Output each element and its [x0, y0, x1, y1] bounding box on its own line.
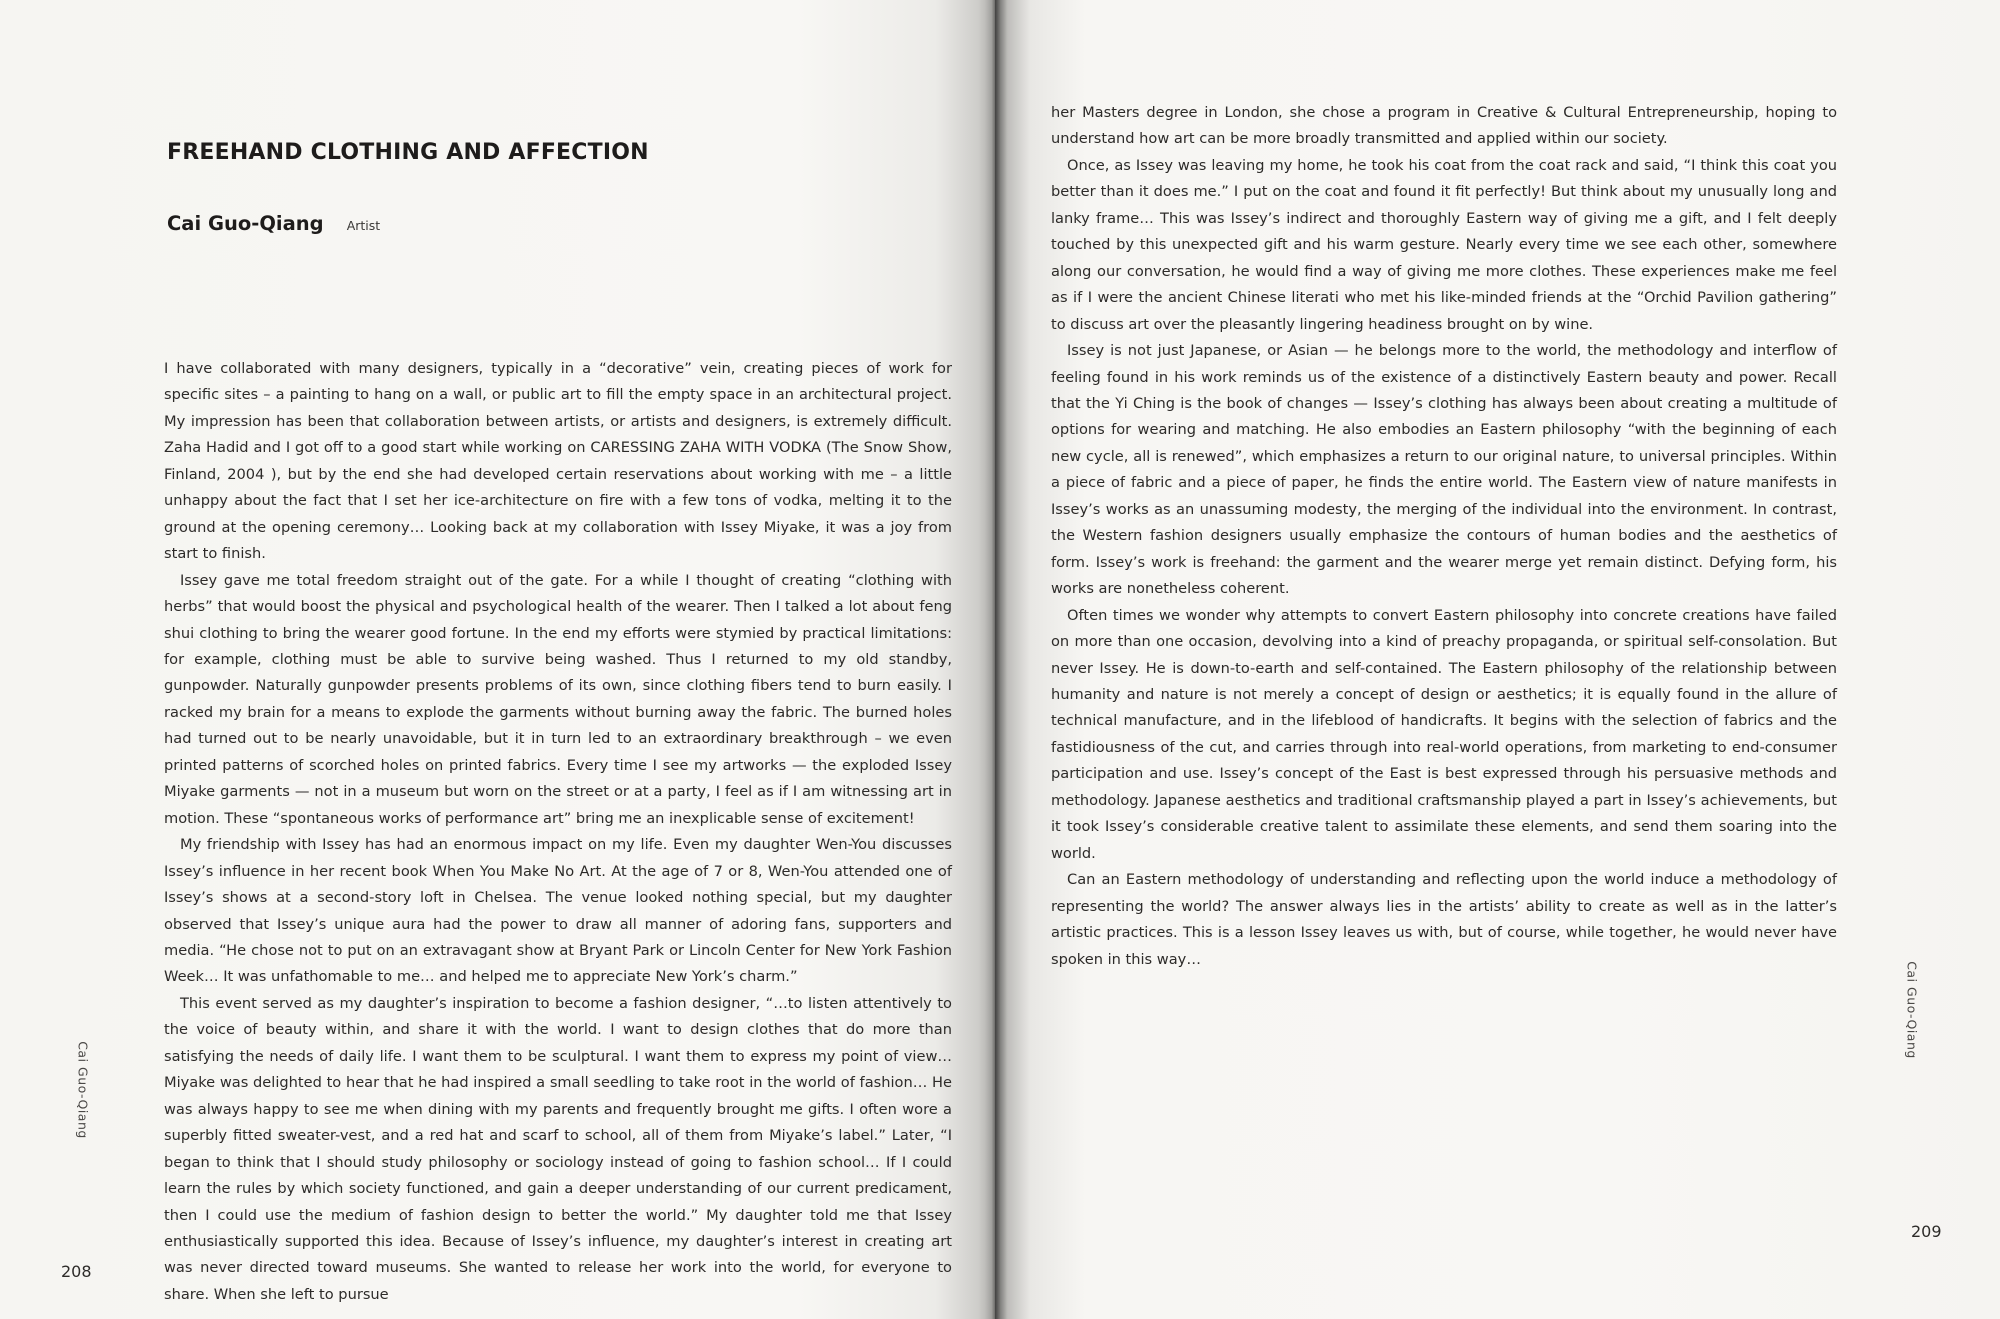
left-body-text	[164, 356, 952, 1308]
paragraph: This event served as my daughter’s inspiration to become a fashion designer, “…to listen attentively to the voice of beauty within, and share it with the world. I want to design clothes that do more than satisfying the needs of daily life. I want them to be sculptural. I want them to express my point of view… Miyake was delighted to hear that he had inspired a small seedling to take root in the world of fashion… He was always happy to see me when dining with my parents and frequently brought me gifts. I often wore a superbly fitted sweater-vest, and a red hat and scarf to school, all of them from Miyake’s label.” Later, “I began to think that I should study philosophy or sociology instead of going to fashion school… If I could learn the rules by which society functioned, and gain a deeper understanding of our current predicament, then I could use the medium of fashion design to better the world.” My daughter told me that Issey enthusiastically supported this idea. Because of Issey’s influence, my daughter’s interest in creating art was never directed toward museums. She wanted to release her work into the world, for everyone to share. When she left to pursue	[164, 994, 952, 1303]
paragraph: Often times we wonder why attempts to convert Eastern philosophy into concrete creations have failed on more than one occasion, devolving into a kind of preachy propaganda, or spiritual self-consolation. But never Issey. He is down-to-earth and self-contained. The Eastern philosophy of the relationship between humanity and nature is not merely a concept of design or aesthetics; it is equally found in the allure of technical manufacture, and in the lifeblood of handicrafts. It begins with the selection of fabrics and the fastidiousness of the cut, and carries through into real-world operations, from marketing to end-consumer participation and use. Issey’s concept of the East is best expressed through his persuasive methods and methodology. Japanese aesthetics and traditional craftsmanship played a part in Issey’s achievements, but it took Issey’s considerable creative talent to assimilate these elements, and send them soaring into the world.	[1051, 606, 1837, 862]
running-head-left: Cai Guo-Qiang	[75, 1041, 91, 1139]
paragraph: Issey gave me total freedom straight out of the gate. For a while I thought of creating “clothing with herbs” that would boost the physical and psychological health of the wearer. Then I talked a lot about feng shui clothing to bring the wearer good fortune. In the end my efforts were stymied by practical limitations: for example, clothing must be able to survive being washed. Thus I returned to my old standby, gunpowder. Naturally gunpowder presents problems of its own, since clothing fibers tend to burn easily. I racked my brain for a means to explode the garments without burning away the fabric. The burned holes had turned out to be nearly unavoidable, but it in turn led to an extraordinary breakthrough – we even printed patterns of scorched holes on printed fabrics. Every time I see my artworks — the exploded Issey Miyake garments — not in a museum but worn on the street or at a party, I feel as if I am witnessing art in motion. These “spontaneous works of performance art” bring me an inexplicable sense of excitement!	[164, 571, 952, 827]
paragraph: Can an Eastern methodology of understanding and reflecting upon the world induce a methodology of representing the world? The answer always lies in the artists’ ability to create as well as in the latter’s artistic practices. This is a lesson Issey leaves us with, but of course, while together, he would never have spoken in this way…	[1051, 871, 1837, 968]
author-name: Cai Guo-Qiang	[167, 212, 324, 235]
author-role: Artist	[346, 218, 381, 233]
running-head-right: Cai Guo-Qiang	[1904, 961, 1920, 1059]
byline	[167, 212, 380, 235]
right-body-text	[1051, 100, 1837, 973]
article-heading: FREEHAND CLOTHING AND AFFECTION	[167, 140, 649, 165]
paragraph: her Masters degree in London, she chose a program in Creative & Cultural Entrepreneurship, hoping to understand how art can be more broadly transmitted and applied within our society.	[1051, 104, 1837, 148]
paragraph: I have collaborated with many designers, typically in a “decorative” vein, creating pieces of work for specific sites – a painting to hang on a wall, or public art to fill the empty space in an architectural project. My impression has been that collaboration between artists, or artists and designers, is extremely difficult. Zaha Hadid and I got off to a good start while working on CARESSING ZAHA WITH VODKA (The Snow Show, Finland, 2004 ), but by the end she had developed certain reservations about working with me – a little unhappy about the fact that I set her ice-architecture on fire with a few tons of vodka, melting it to the ground at the opening ceremony… Looking back at my collaboration with Issey Miyake, it was a joy from start to finish.	[164, 360, 952, 563]
left-page	[0, 0, 995, 1319]
paragraph: My friendship with Issey has had an enormous impact on my life. Even my daughter Wen-You discusses Issey’s influence in her recent book When You Make No Art. At the age of 7 or 8, Wen-You attended one of Issey’s shows at a second-story loft in Chelsea. The venue looked nothing special, but my daughter observed that Issey’s unique aura had the power to draw all manner of adoring fans, supporters and media. “He chose not to put on an extravagant show at Bryant Park or Lincoln Center for New York Fashion Week… It was unfathomable to me… and helped me to appreciate New York’s charm.”	[164, 836, 952, 986]
paragraph: Issey is not just Japanese, or Asian — he belongs more to the world, the methodology and interflow of feeling found in his work reminds us of the existence of a distinctively Eastern beauty and power. Recall that the Yi Ching is the book of changes — Issey’s clothing has always been about creating a multitude of options for wearing and matching. He also embodies an Eastern philosophy “with the beginning of each new cycle, all is renewed”, which emphasizes a return to our original nature, to universal principles. Within a piece of fabric and a piece of paper, he finds the entire world. The Eastern view of nature manifests in Issey’s works as an unassuming modesty, the merging of the individual into the environment. In contrast, the Western fashion designers usually emphasize the contours of human bodies and the aesthetics of form. Issey’s work is freehand: the garment and the wearer merge yet remain distinct. Defying form, his works are nonetheless coherent.	[1051, 342, 1837, 598]
page-number-right: 209	[1911, 1222, 1942, 1241]
paragraph: Once, as Issey was leaving my home, he took his coat from the coat rack and said, “I think this coat you better than it does me.” I put on the coat and found it fit perfectly! But think about my unusually long and lanky frame… This was Issey’s indirect and thoroughly Eastern way of giving me a gift, and I felt deeply touched by this unexpected gift and his warm gesture. Nearly every time we see each other, somewhere along our conversation, he would find a way of giving me more clothes. These experiences make me feel as if I were the ancient Chinese literati who met his like-minded friends at the “Orchid Pavilion gathering” to discuss art over the pleasantly lingering headiness brought on by wine.	[1051, 156, 1837, 333]
page-number-left: 208	[61, 1262, 92, 1281]
